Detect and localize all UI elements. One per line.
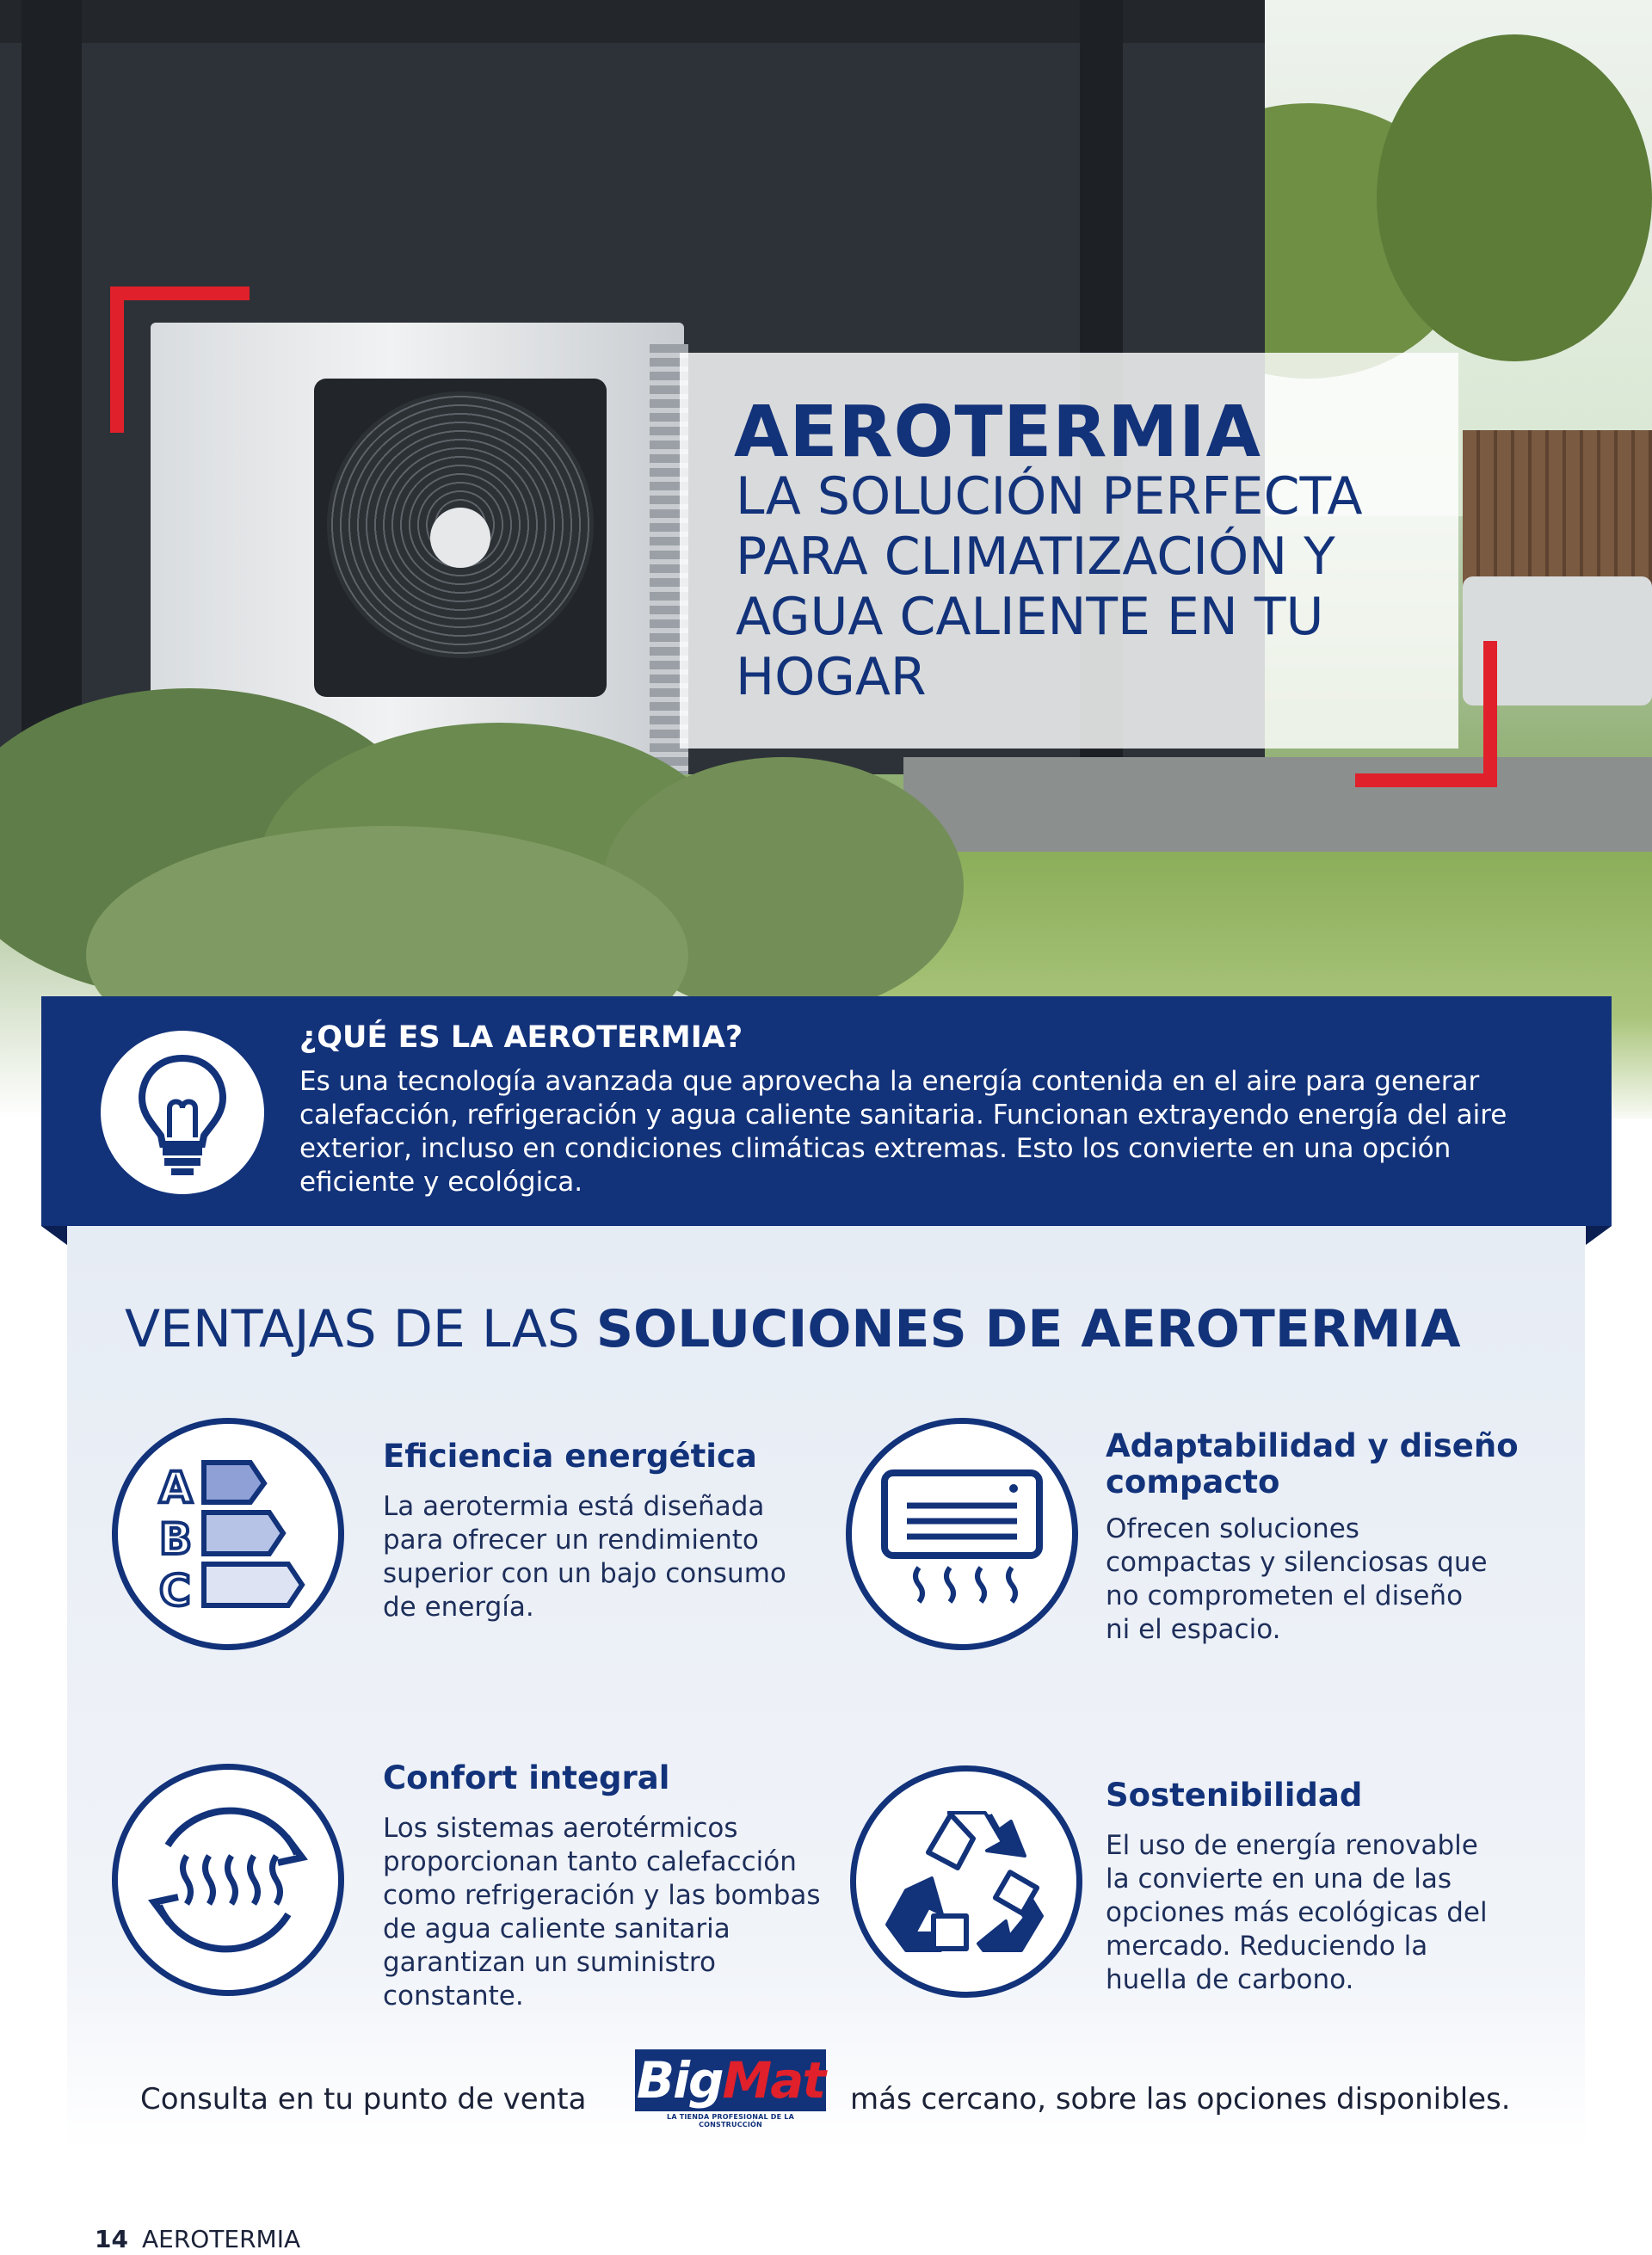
tree (1377, 34, 1652, 361)
feature-title-sustainability: Sostenibilidad (1106, 1777, 1363, 1814)
advantages-heading (125, 1299, 1461, 1359)
page-footer (95, 2225, 300, 2253)
feature-text-comfort: Los sistemas aerotérmicos proporcionan tanto calefacción como refrigeración y las bombas de agua caliente sanitaria garantizan un suministro constante. (383, 1813, 821, 2012)
roof-eave (0, 0, 1265, 43)
page-number: 14 (95, 2225, 128, 2253)
hero-image (0, 0, 1652, 1118)
air-conditioner-icon (846, 1418, 1078, 1650)
heat-cycle-icon (112, 1764, 344, 1996)
bigmat-wordmark (635, 2049, 826, 2111)
feature-title-compact: Adaptabilidad y diseño compacto (1106, 1427, 1519, 1500)
advantages-heading-light: VENTAJAS DE LAS (125, 1299, 596, 1359)
pillar (22, 0, 82, 774)
logo-mat: Mat (722, 2051, 825, 2110)
feature-title-comfort: Confort integral (383, 1759, 670, 1796)
rating-letter-b: B (159, 1514, 193, 1564)
feature-text-sustainability: El uso de energía renovable la convierte en una de las opciones más ecológicas del mercado. Reduciendo la huella de carbono. (1106, 1830, 1488, 1995)
banner-fold-left (41, 1226, 67, 1245)
info-text: Es una tecnología avanzada que aprovecha la energía contenida en el aire para generar calefacción, refrigeración y agua caliente sanitaria. Funcionan extrayendo energía del aire exterior, incluso en condiciones climáticas extremas. Esto los convierte en una opción eficiente y ecológica. (299, 1066, 1507, 1198)
page-title: AEROTERMIA (734, 391, 1261, 473)
info-title: ¿QUÉ ES LA AEROTERMIA? (299, 1020, 743, 1055)
fan-hub (430, 508, 490, 568)
footer-note-after: más cercano, sobre las opciones disponibles. (850, 2082, 1511, 2116)
feature-text-efficiency: La aerotermia está diseñada para ofrecer un rendimiento superior con un bajo consumo de energía. (383, 1491, 786, 1623)
logo-big: Big (636, 2051, 723, 2110)
banner-fold-right (1586, 1226, 1612, 1245)
advantages-panel (67, 1222, 1585, 2151)
recycle-icon (850, 1765, 1082, 1998)
page-subtitle: LA SOLUCIÓN PERFECTA PARA CLIMATIZACIÓN Y AGUA CALIENTE EN TU HOGAR (736, 466, 1363, 707)
feature-title-efficiency: Eficiencia energética (383, 1438, 757, 1475)
advantages-heading-bold: SOLUCIONES DE AEROTERMIA (595, 1299, 1461, 1359)
rating-letter-a: A (159, 1463, 193, 1513)
footer-note-before: Consulta en tu punto de venta (140, 2082, 587, 2116)
rating-letter-c: C (159, 1566, 191, 1616)
red-corner-top-left (110, 286, 250, 433)
bigmat-logo (635, 2049, 826, 2127)
page-section: AEROTERMIA (141, 2225, 301, 2253)
terrace (903, 757, 1652, 860)
energy-rating-icon (112, 1418, 344, 1650)
feature-text-compact: Ofrecen soluciones compactas y silenciosas que no comprometen el diseño ni el espacio. (1106, 1513, 1488, 1645)
lightbulb-icon (101, 1031, 264, 1194)
bigmat-tagline: LA TIENDA PROFESIONAL DE LA CONSTRUCCIÓN (667, 2113, 794, 2129)
